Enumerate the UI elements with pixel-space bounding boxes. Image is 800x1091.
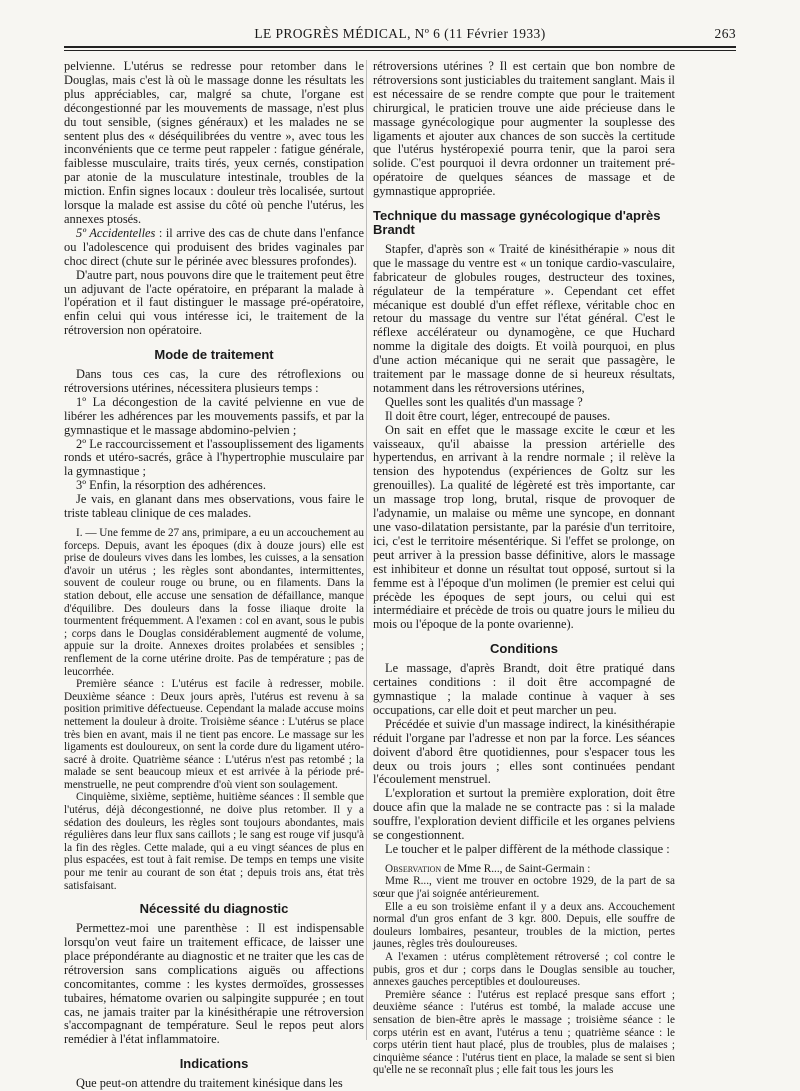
paragraph: On sait en effet que le massage excite le cœur et les vaisseaux, qu'il abaisse la pression artérielle des hypertendus, en arrivant à la rendre normale ; il relève la tension des hypotendus (expériences de Goltz sur les grenouilles). La qualité de légèreté est très importante, car un massage trop long, brutal, risque de provoquer de l'adynamie, un malaise ou même une syncope, en donnant une vaso-dilatation persistante, par la parésie d'un territoire, ici, c'est le territoire mésentérique. Si l'effet se prolonge, on peut arriver à la pression basse définitive, alors le massage est inhibiteur et donne un résultat tout opposé, surtout si la femme est à l'époque d'un molimen (le premier est celui qui précède les époques de sept jours, ou celui qui est intermédiaire et précède de trois ou quatre jours le milieu du mois ou l'époque de la ponte ovarienne). — [373, 422, 675, 632]
observation-title — [373, 863, 675, 876]
section-heading: Nécessité du diagnostic — [139, 901, 289, 917]
paragraph — [64, 227, 364, 269]
header-rule — [64, 46, 736, 48]
paragraph: Permettez-moi une parenthèse : Il est indispensable lorsqu'on veut faire un traitement efficace, de laisser une place prépondérante au diagnostic et ne traiter que les cas de rétroversion sans complications aiguës ou affections concomitantes, comme : les kystes dermoïdes, grossesses tubaires, hématome ovarien ou salpingite suppurée ; en tout cas, ne jamais traiter par la kinésithérapie une rétroversion s'accompagnant de température. Seul le repos peut alors remédier à l'état inflammatoire. — [64, 921, 364, 1047]
section-heading: Conditions — [490, 641, 558, 657]
observation-text: Première séance : l'utérus est replacé presque sans effort ; deuxième séance : l'utérus est tombé, la malade accuse une sensation de bien-être après le massage ; troisième séance : le corps utérin est en avant, l'utérus a tenu ; quatrième séance : le corps utérin tient haut placé, plus de troubles, plus de malaises ; cinquième séance : l'utérus tient en place, la malade se sent si bien qu'elle ne se reconnaît plus ; elle fait tous les jours les — [373, 988, 675, 1077]
observation-text: Elle a eu son troisième enfant il y a deux ans. Accouchement normal d'un gros enfant de 3 kgr. 800. Depuis, elle souffre de douleurs lombaires, pesanteur, troubles de la miction, pertes jaunes, règles très douloureuses. — [373, 900, 675, 951]
observation-label: Observation — [385, 862, 442, 875]
left-column — [64, 59, 364, 1091]
running-header — [64, 26, 736, 48]
case-report: Première séance : L'utérus est facile à redresser, mobile. Deuxième séance : Deux jours après, l'utérus est revenu à sa position primitive défectueuse. Cependant la malade accuse moins nettement la douleur à droite. Troisième séance : L'utérus se place très bien en avant, mais il ne tient pas encore. Le massage sur les ligaments est douloureux, on sent la corde dure du ligament utéro-sacré à droite. Quatrième séance : L'utérus n'est pas retombé ; la malade se sent beaucoup mieux et est arrivée à la période pré-menstruelle, ne peut comprendre d'où vient son soulagement. — [64, 678, 364, 791]
section-heading: Technique du massage gynécologique d'après Brandt — [373, 208, 661, 237]
paragraph: Le massage, d'après Brandt, doit être pratiqué dans certaines conditions : il doit être accompagné de gymnastique ; la malade continue à vaquer à ses occupations, car elle doit et peut marcher un peu. — [373, 661, 675, 717]
journal-title: LE PROGRÈS MÉDICAL, Nº 6 (11 Février 1933) — [254, 26, 546, 41]
paragraph: Je vais, en glanant dans mes observations, vous faire le triste tableau clinique de ces malades. — [64, 492, 364, 521]
paragraph: pelvienne. L'utérus se redresse pour retomber dans le Douglas, mais c'est là où le massage donne les résultats les plus appréciables, car, malgré sa chute, l'organe est décongestionné par les mouvements de massage, n'est plus du tout sensible, (signes généraux) et les malades ne se sentent plus des « déséquilibrées du ventre », avec tous les inconvénients que ce terme peut rappeler : fatigue générale, faiblesse musculaire, traits tirés, yeux cernés, constipation par atonie de la musculature intestinale, troubles de la miction. Enfin signes locaux : douleur très localisée, surtout lorsque la malade est assise du côté où penche l'utérus, les annexes ptosés. — [64, 59, 364, 226]
column-divider — [366, 60, 367, 1040]
observation-text: Mme R..., vient me trouver en octobre 1929, de la part de sa sœur que j'ai soignée antérieurement. — [373, 875, 675, 901]
section-heading: Mode de traitement — [154, 347, 274, 363]
inline-label: 5º Accidentelles — [76, 225, 156, 240]
page-number: 263 — [714, 26, 736, 41]
list-item: 1º La décongestion de la cavité pelvienne en vue de libérer les adhérences par les mouvements passifs, et par la gymnastique et le massage abdomino-pelvien ; — [64, 394, 364, 437]
paragraph: L'exploration et surtout la première exploration, doit être douce afin que la malade ne se contracte pas : si la malade souffre, l'exploration devient difficile et les organes pelviens se congestionnent. — [373, 786, 675, 843]
paragraph: Quelles sont les qualités d'un massage ? — [385, 394, 583, 409]
paragraph: Précédée et suivie d'un massage indirect, la kinésithérapie réduit l'organe par l'adresse et non par la force. Les séances doivent d'abord être quotidiennes, pour s'espacer tous les deux ou trois jours ; elles sont continuées pendant l'écoulement menstruel. — [373, 716, 675, 787]
observation-text: A l'examen : utérus complètement rétroversé ; col contre le pubis, gros et dur ; corps dans le Douglas sensible au toucher, annexes gauches perceptibles et douloureuses. — [373, 951, 675, 989]
paragraph: Dans tous ces cas, la cure des rétroflexions ou rétroversions utérines, nécessitera plusieurs temps : — [64, 367, 364, 395]
paragraph: D'autre part, nous pouvons dire que le traitement peut être un adjuvant de l'acte opératoire, en préparant la malade à l'opération et il faut distinguer le massage pré-opératoire, enfin celui qui vous intéresse ici, le traitement de la rétroversion non opératoire. — [64, 267, 364, 338]
paragraph: Que peut-on attendre du traitement kinésique dans les — [76, 1076, 343, 1091]
paragraph: Il doit être court, léger, entrecoupé de pauses. — [385, 408, 611, 423]
paragraph: Stapfer, d'après son « Traité de kinésithérapie » nous dit que le massage du ventre est « un tonique cardio-vasculaire, fabricateur de globules rouges, destructeur des toxines, régulateur de la température ». Cependant cet effet mécanique est doublé d'un effet réflexe, véritable choc en retour du massage du ventre sur l'état général. C'est le réflexe accélérateur ou dynamogène, ce que Huchard nomme la digitale des doigts. Et voilà pourquoi, en plus d'une action mécanique qui ne serait que passagère, le traitement par le massage donne de si heureux résultats, notamment dans les rétroversions utérines, — [373, 241, 675, 395]
paragraph: rétroversions utérines ? Il est certain que bon nombre de rétroversions sont justiciables du traitement sanglant. Mais il est nécessaire de se rendre compte que pour le traitement chirurgical, le praticien trouve une aide précieuse dans le massage gynécologique pour augmenter la souplesse des ligaments et ajouter aux chances de son succès la certitude que l'utérus hystéropexié pourra tenir, que la paroi sera solide. C'est pourquoi il devra ordonner un traitement pré-opératoire de quelques séances de massage et de gymnastique appropriée. — [373, 59, 675, 199]
case-report: I. — Une femme de 27 ans, primipare, a eu un accouchement au forceps. Depuis, avant les époques (dix à douze jours) elle est prise de douleurs vives dans les lombes, les cuisses, a la sensation d'avoir un utérus ; les règles sont abondantes, intermittentes, souvent de couleur rouge ou brune, ou en filaments. Dans la station debout, elle accuse une sensation de défaillance, manque d'équilibre. Des douleurs dans la fosse iliaque droite la tourmentent fréquemment. A l'examen : col en avant, sous le pubis ; corps dans le Douglas considérablement augmenté de volume, appuie sur la droite. Annexes droites prolabées et sensibles ; renflement de la corne utérine droite. Pas de température ; pas de leucorrhée. — [64, 527, 364, 678]
list-item: 2º Le raccourcissement et l'assouplissement des ligaments ronds et utéro-sacrés, grâce à l'hypertrophie musculaire par la gymnastique ; — [64, 436, 364, 479]
section-heading: Indications — [179, 1056, 249, 1072]
header-subrule — [64, 50, 736, 51]
paragraph-text: : il arrive des cas de chute dans l'enfance ou l'adolescence qui produisent des brides vaginales par choc direct (chute sur le périnée avec blessures profondes). — [64, 225, 364, 268]
observation-subject: de Mme R..., de Saint-Germain : — [441, 862, 591, 875]
case-report: Cinquième, sixième, septième, huitième séances : Il semble que l'utérus, déjà décongestionné, ne doive plus retomber. Il y a sédation des douleurs, les règles sont toujours abondantes, mais régulières dans leur flux sans caillots ; le sang est rouge vif jusqu'à la fin des règles. Cette malade, qui a eu vingt séances de plus en plus espacées, est tout à fait remise. De temps en temps une visite pour me tenir au courant de son état ; depuis trois ans, état très satisfaisant. — [64, 791, 364, 892]
paragraph: Le toucher et le palper diffèrent de la méthode classique : — [385, 841, 670, 856]
right-column — [373, 59, 675, 1077]
list-item: 3º Enfin, la résorption des adhérences. — [76, 478, 266, 493]
